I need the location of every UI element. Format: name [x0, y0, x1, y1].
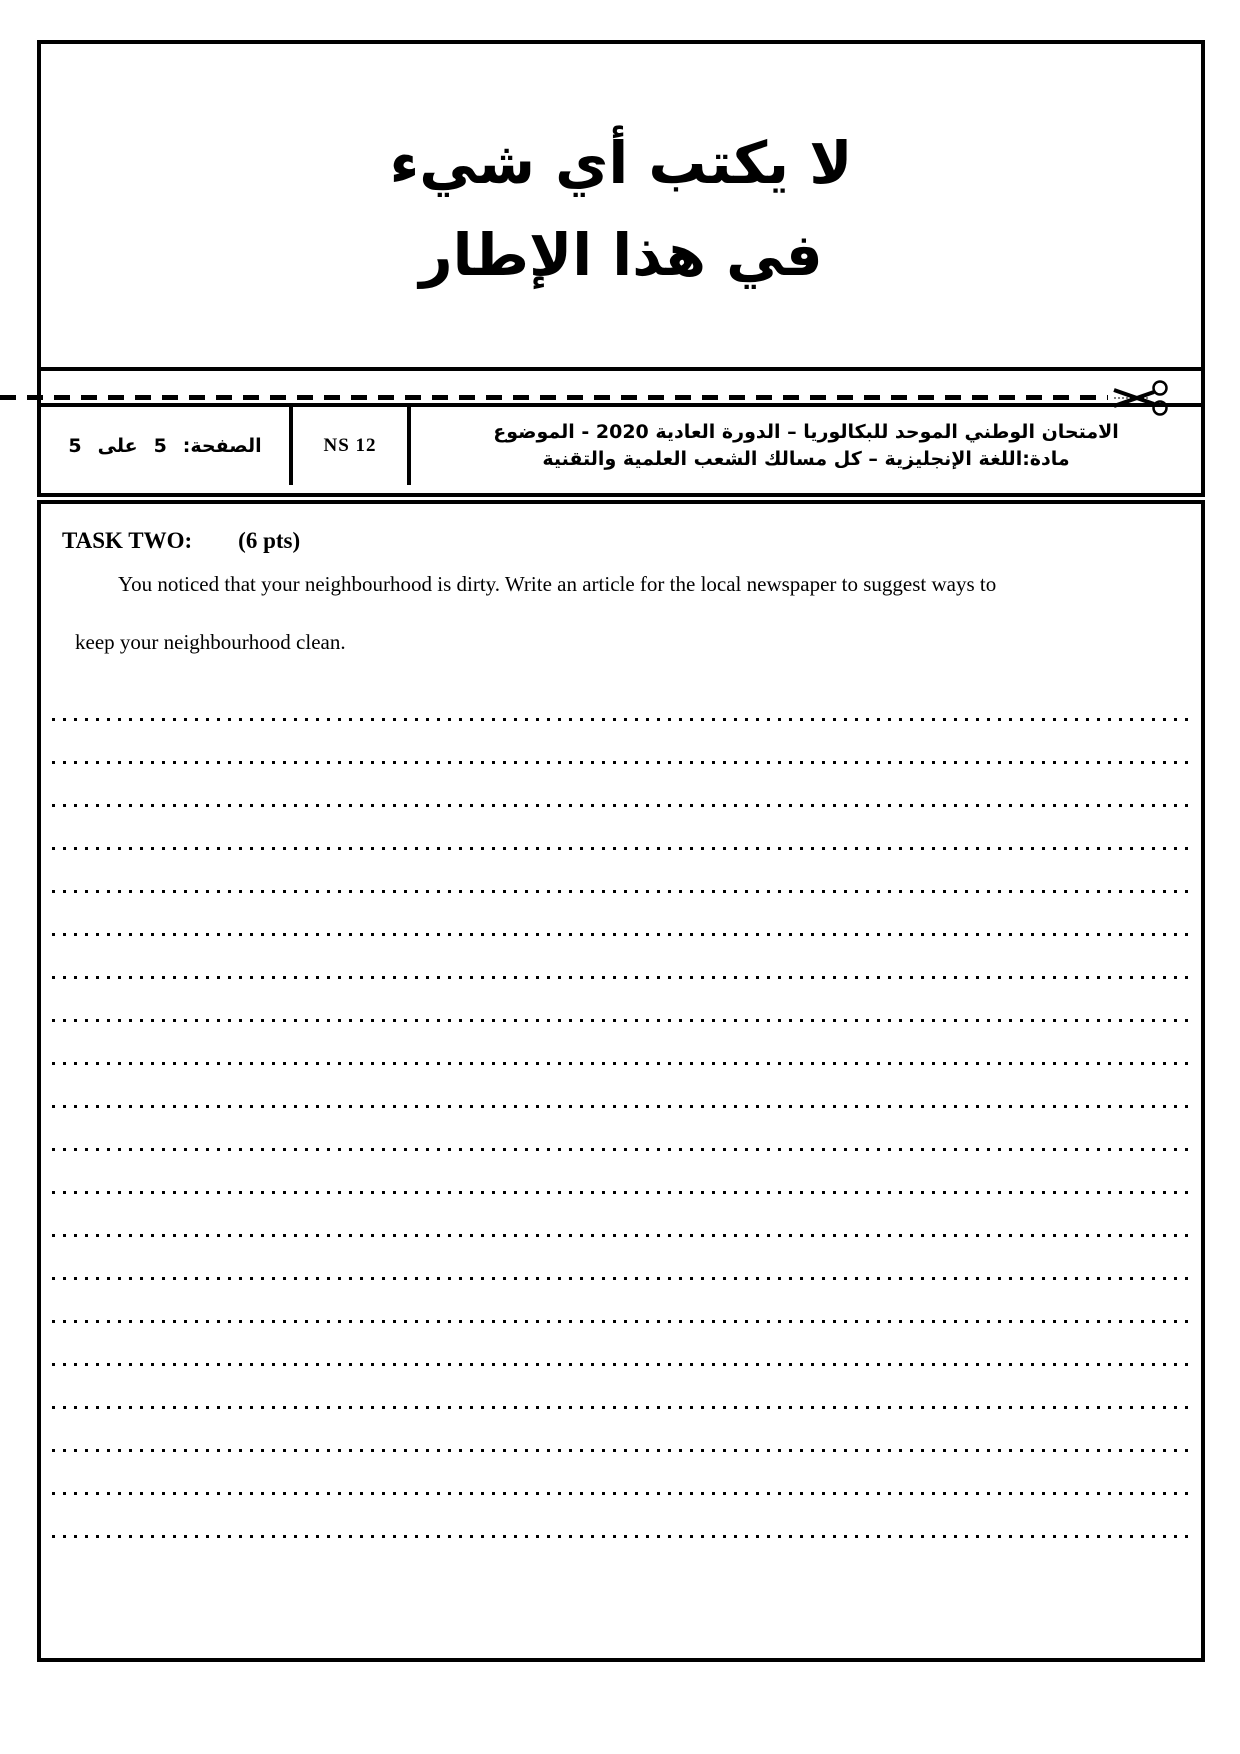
task-instruction-line2: keep your neighbourhood clean. [75, 630, 346, 654]
task-header [62, 528, 300, 554]
page-label: الصفحة: [182, 435, 262, 457]
answer-line [52, 1234, 1195, 1237]
answer-line [52, 1062, 1195, 1065]
answer-line [52, 890, 1195, 893]
scissors-icon [1108, 379, 1172, 424]
task-box [37, 500, 1205, 1662]
answer-line [52, 933, 1195, 936]
page-number-cell [41, 407, 293, 485]
page-total: 5 [68, 435, 82, 457]
answer-line [52, 718, 1195, 721]
no-write-notice-line1: لا يكتب أي شيء [389, 128, 853, 197]
answer-line [52, 1363, 1195, 1366]
exam-title-line1: الامتحان الوطني الموحد للبكالوريا – الدورة العادية 2020 - الموضوع [493, 421, 1119, 443]
page-current: 5 [153, 435, 167, 457]
page-of-word: على [97, 435, 138, 457]
cut-band [41, 371, 1201, 407]
answer-line [52, 1320, 1195, 1323]
answer-line [52, 1492, 1195, 1495]
answer-line [52, 1148, 1195, 1151]
exam-reference-cell: NS 12 [293, 407, 411, 485]
exam-header-table [41, 407, 1201, 485]
no-write-notice-line2: في هذا الإطار [419, 220, 823, 289]
task-instruction-line1: You noticed that your neighbourhood is dirty. Write an article for the local newspaper to suggest ways to [118, 572, 997, 596]
task-title: TASK TWO: [62, 528, 193, 553]
answer-line [52, 1406, 1195, 1409]
task-points: (6 pts) [238, 528, 301, 553]
answer-line [52, 761, 1195, 764]
dashed-cut-line [0, 395, 1108, 400]
answer-line [52, 1535, 1195, 1538]
header-block [37, 40, 1205, 497]
answer-line [52, 847, 1195, 850]
answer-line [52, 804, 1195, 807]
no-write-frame [41, 44, 1201, 371]
exam-title-cell [411, 407, 1201, 485]
answer-line [52, 1191, 1195, 1194]
answer-line [52, 1277, 1195, 1280]
answer-line [52, 1449, 1195, 1452]
answer-line [52, 976, 1195, 979]
exam-title-line2: مادة:اللغة الإنجليزية – كل مسالك الشعب العلمية والتقنية [542, 448, 1070, 470]
answer-line [52, 1019, 1195, 1022]
answer-line [52, 1105, 1195, 1108]
